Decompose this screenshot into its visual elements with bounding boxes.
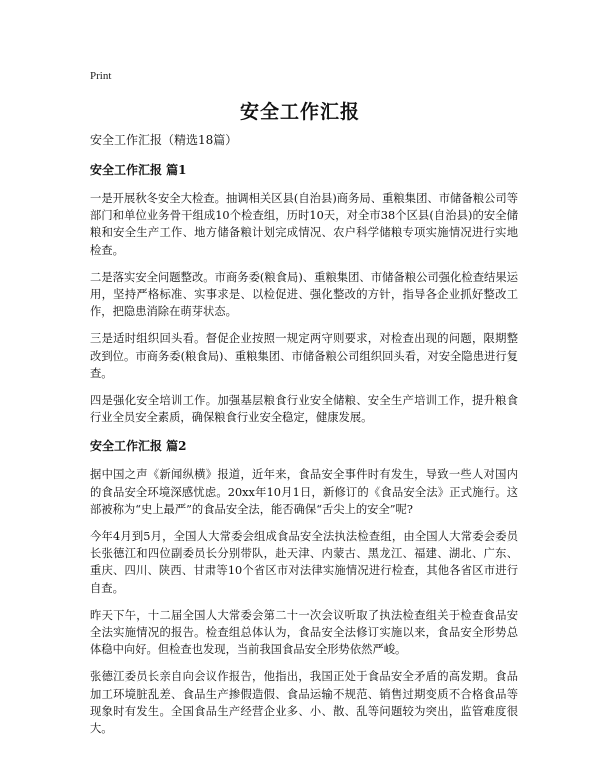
print-label[interactable]: Print xyxy=(90,70,112,82)
paragraph: 据中国之声《新闻纵横》报道，近年来，食品安全事件时有发生，导致一些人对国内的食品安全环境深感忧虑。20xx年10月1日，新修订的《食品安全法》正式施行。这部被称为“史上最严”的食品安全法，能否确保“舌尖上的安全”呢? xyxy=(90,468,518,516)
document-title: 安全工作汇报 xyxy=(239,101,360,123)
paragraph: 三是适时组织回头看。督促企业按照一规定两守则要求，对检查出现的问题，限期整改到位。市商务委(粮食局)、重粮集团、市储备粮公司组织回头看，对安全隐患进行复查。 xyxy=(90,332,518,380)
paragraph: 昨天下午，十二届全国人大常委会第二十一次会议听取了执法检查组关于检查食品安全法实施情况的报告。检查组总体认为，食品安全法修订实施以来，食品安全形势总体稳中向好。但检查也发现，当前我国食品安全形势依然严峻。 xyxy=(90,608,518,657)
document-body xyxy=(90,130,518,747)
section-heading-1: 安全工作汇报 篇1 xyxy=(90,163,187,177)
paragraph: 张德江委员长亲自向会议作报告，他指出，我国正处于食品安全矛盾的高发期。食品加工环境脏乱差、食品生产掺假造假、食品运输不规范、销售过期变质不合格食品等现象时有发生。全国食品生产经营企业多、小、散、乱等问题较为突出，监管难度很大。 xyxy=(90,670,518,736)
section-heading-2: 安全工作汇报 篇2 xyxy=(90,439,187,454)
paragraph: 今年4月到5月，全国人大常委会组成食品安全法执法检查组，由全国人大常委会委员长张德江和四位副委员长分别带队，赴天津、内蒙古、黑龙江、福建、湖北、广东、重庆、四川、陕西、甘肃等10个省区市对法律实施情况进行检查，其他各省区市进行自查。 xyxy=(90,530,518,595)
paragraph: 二是落实安全问题整改。市商务委(粮食局)、重粮集团、市储备粮公司强化检查结果运用，坚持严格标准、实事求是、以检促进、强化整改的方针，指导各企业抓好整改工作，把隐患消除在萌芽状态。 xyxy=(90,270,518,319)
paragraph: 一是开展秋冬安全大检查。抽调相关区县(自治县)商务局、重粮集团、市储备粮公司等部门和单位业务骨干组成10个检查组，历时10天，对全市38个区县(自治县)的安全储粮和安全生产工作、地方储备粮计划完成情况、农户科学储粮专项实施情况进行实地检查。 xyxy=(90,192,518,257)
paragraph: 四是强化安全培训工作。加强基层粮食行业安全储粮、安全生产培训工作，提升粮食行业全员安全素质，确保粮食行业安全稳定，健康发展。 xyxy=(90,394,518,425)
document-subtitle: 安全工作汇报（精选18篇） xyxy=(90,133,238,147)
